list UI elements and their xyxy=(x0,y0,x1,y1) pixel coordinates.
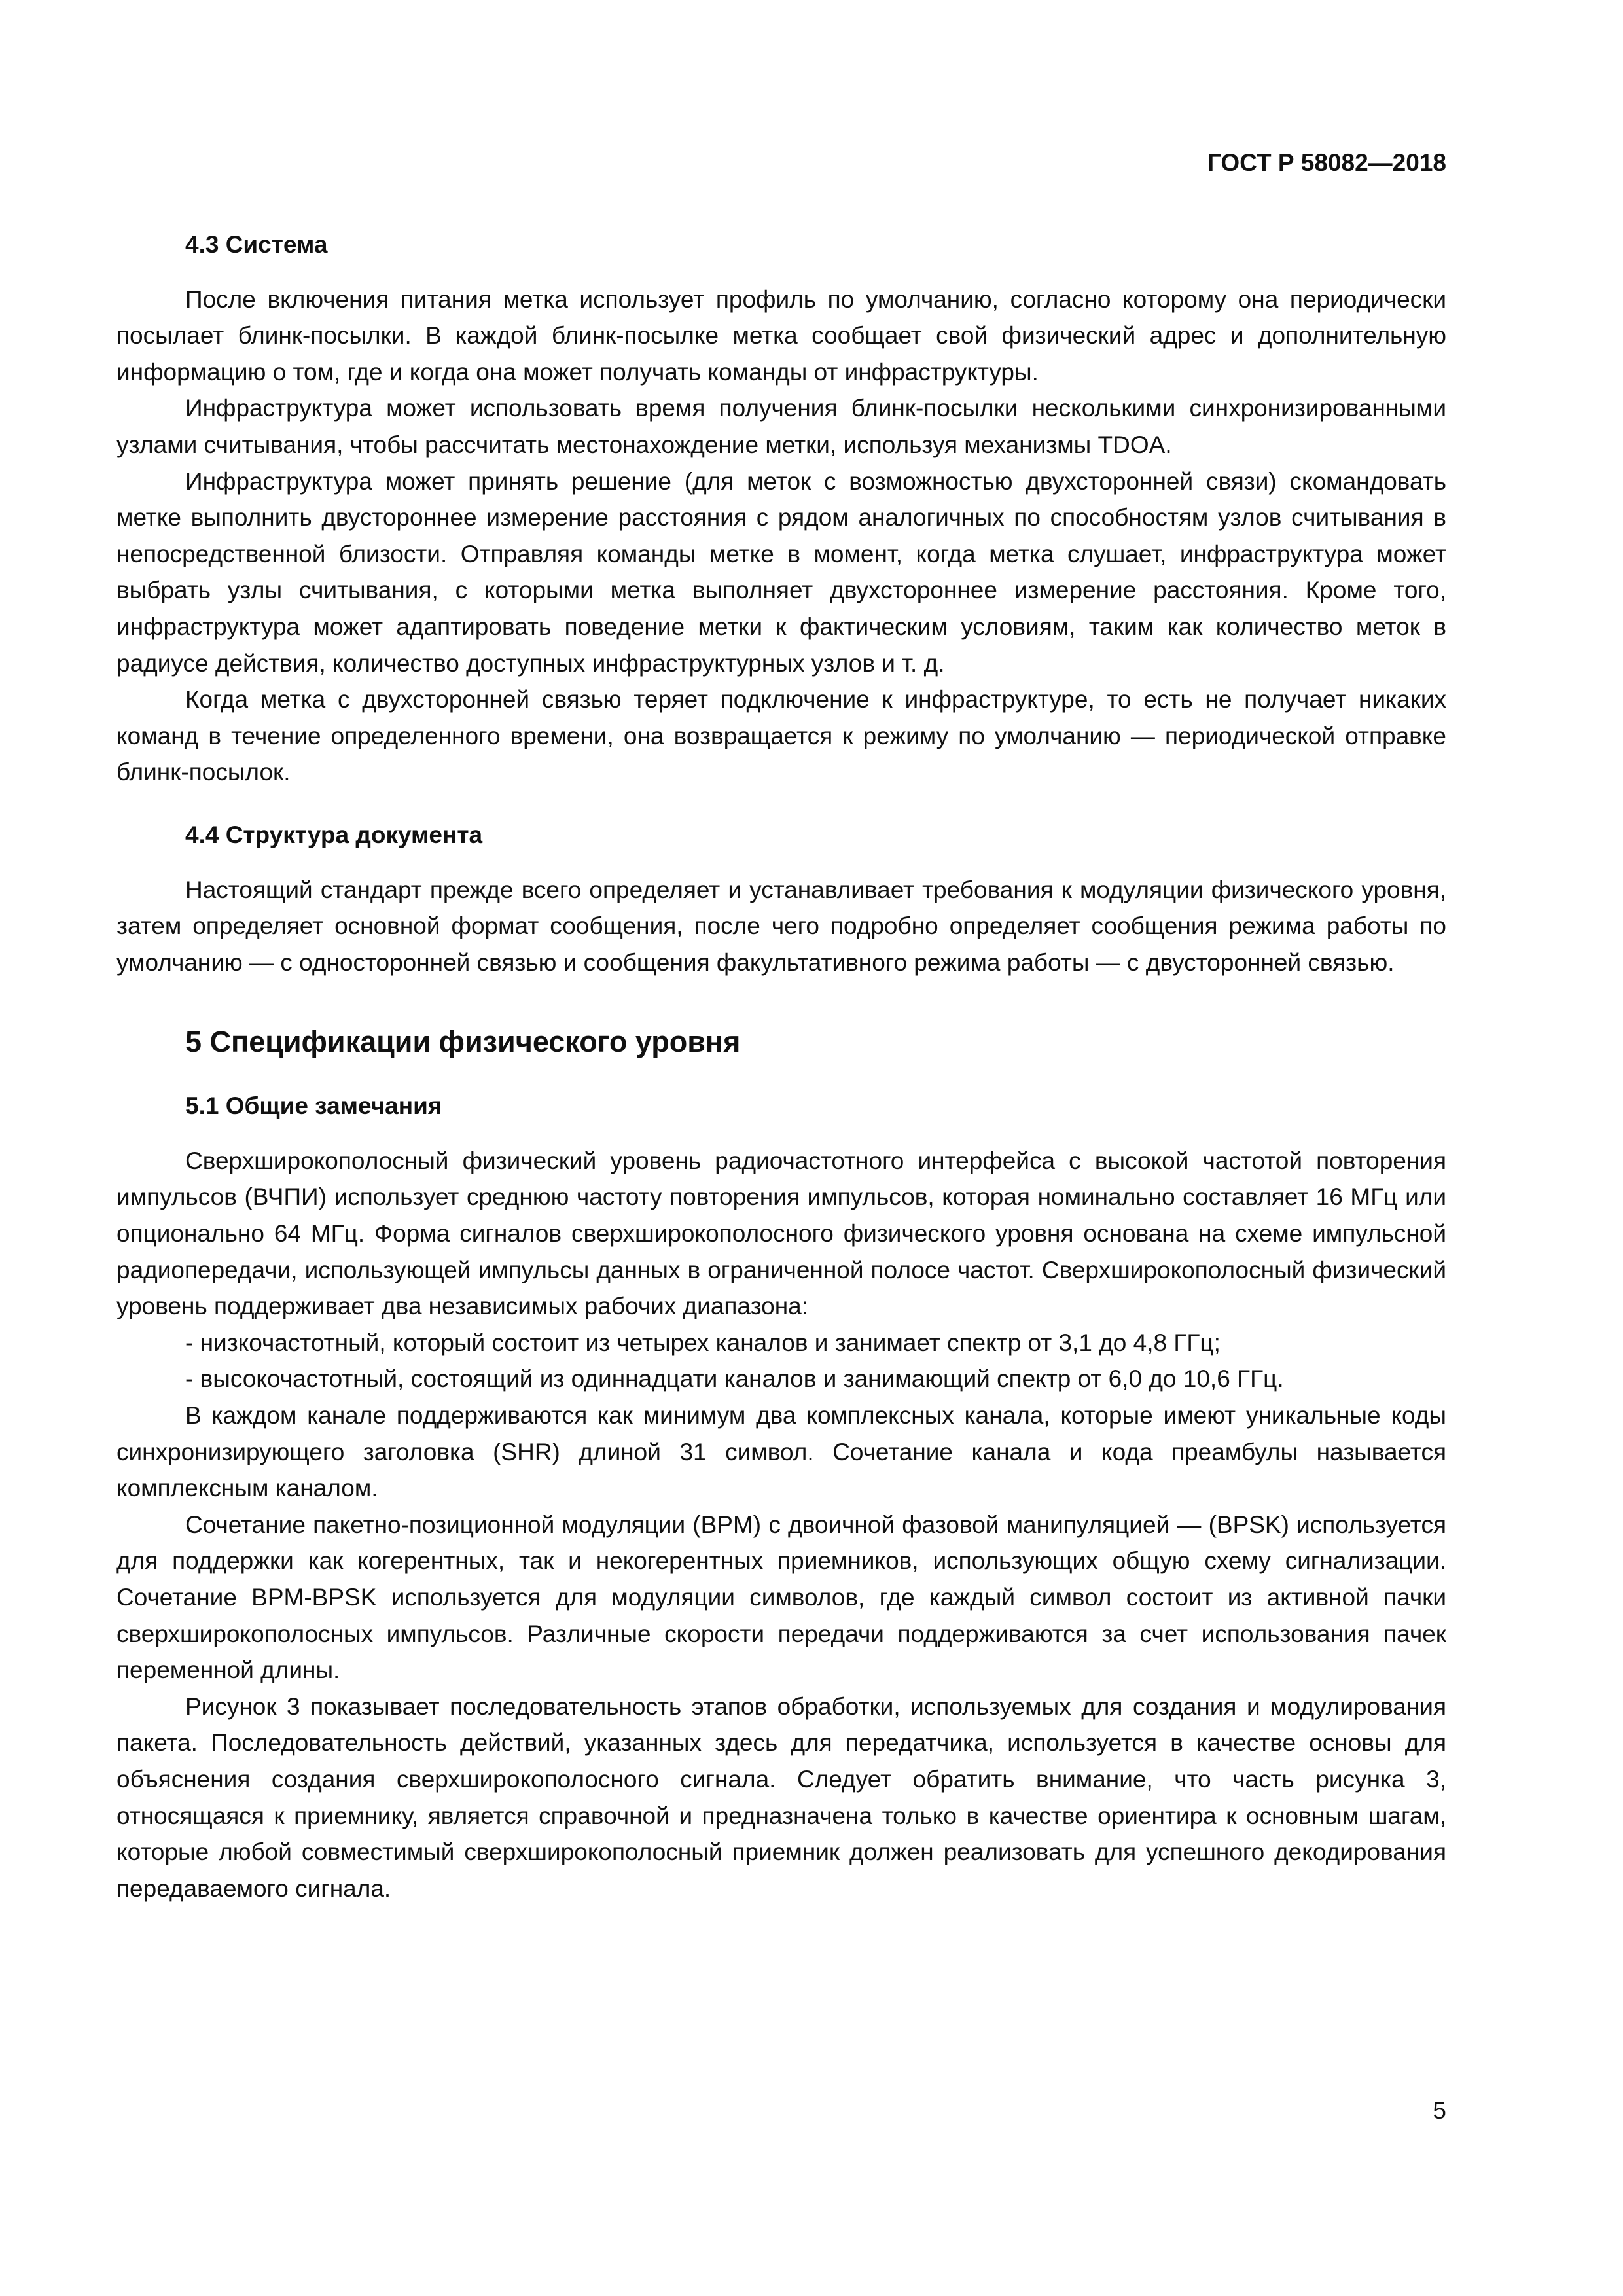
paragraph: Сверхширокополосный физический уровень радиочастотного интерфейса с высокой частотой повторения импульсов (ВЧПИ) использует среднюю частоту повторения импульсов, которая номинально составляет 16 МГц или опционально 64 МГц. Форма сигналов сверхширокополосного физического уровня основана на схеме импульсной радиопередачи, использующей импульсы данных в ограниченной полосе частот. Сверхширокополосный физический уровень поддерживает два независимых рабочих диапазона: xyxy=(116,1147,1446,1320)
list-item: - высокочастотный, состоящий из одиннадцати каналов и занимающий спектр от 6,0 до 10,6 ГГц. xyxy=(185,1365,1284,1393)
document-id-header: ГОСТ Р 58082—2018 xyxy=(1207,149,1446,176)
section-4-4-heading: 4.4 Структура документа xyxy=(185,821,483,848)
section-5-heading: 5 Спецификации физического уровня xyxy=(185,1025,741,1059)
section-5-1-heading: 5.1 Общие замечания xyxy=(185,1092,442,1120)
paragraph: Рисунок 3 показывает последовательность этапов обработки, используемых для создания и модулирования пакета. Последовательность действий, указанных здесь для передатчика, используется в качестве основы для объяснения создания сверхширокополосного сигнала. Следует обратить внимание, что часть рисунка 3, относящаяся к приемнику, является справочной и предназначена только в качестве ориентира к основным шагам, которые любой совместимый сверхширокополосный приемник должен реализовать для успешного декодирования передаваемого сигнала. xyxy=(116,1693,1446,1902)
paragraph: В каждом канале поддерживаются как минимум два комплексных канала, которые имеют уникальные коды синхронизирующего заголовка (SHR) длиной 31 символ. Сочетание канала и кода преамбулы называется комплексным каналом. xyxy=(116,1402,1446,1502)
paragraph: Настоящий стандарт прежде всего определяет и устанавливает требования к модуляции физического уровня, затем определяет основной формат сообщения, после чего подробно определяет сообщения режима работы по умолчанию — с односторонней связью и сообщения факультативного режима работы — с двусторонней связью. xyxy=(116,876,1446,976)
paragraph: Когда метка с двухсторонней связью теряет подключение к инфраструктуре, то есть не получает никаких команд в течение определенного времени, она возвращается к режиму по умолчанию — периодической отправке блинк-посылок. xyxy=(116,686,1446,786)
page-number: 5 xyxy=(1433,2097,1446,2124)
paragraph: Сочетание пакетно-позиционной модуляции (BPM) с двоичной фазовой манипуляцией — (BPSK) используется для поддержки как когерентных, так и некогерентных приемников, использующих общую схему сигнализации. Сочетание BPM-BPSK используется для модуляции символов, где каждый символ состоит из активной пачки сверхширокополосных импульсов. Различные скорости передачи поддерживаются за счет использования пачек переменной длины. xyxy=(116,1511,1446,1684)
list-item: - низкочастотный, который состоит из четырех каналов и занимает спектр от 3,1 до 4,8 ГГц; xyxy=(185,1329,1221,1356)
paragraph: После включения питания метка использует профиль по умолчанию, согласно которому она периодически посылает блинк-посылки. В каждой блинк-посылке метка сообщает свой физический адрес и дополнительную информацию о том, где и когда она может получать команды от инфраструктуры. xyxy=(116,285,1446,386)
paragraph: Инфраструктура может принять решение (для меток с возможностью двухсторонней связи) скомандовать метке выполнить двустороннее измерение расстояния с рядом аналогичных по способностям узлов считывания в непосредственной близости. Отправляя команды метке в момент, когда метка слушает, инфраструктура может выбрать узлы считывания, с которыми метка выполняет двухстороннее измерение расстояния. Кроме того, инфраструктура может адаптировать поведение метки к фактическим условиям, таким как количество меток в радиусе действия, количество доступных инфраструктурных узлов и т. д. xyxy=(116,467,1446,677)
document-body xyxy=(116,226,1446,1907)
section-4-3-heading: 4.3 Система xyxy=(185,231,328,258)
paragraph: Инфраструктура может использовать время получения блинк-посылки несколькими синхронизированными узлами считывания, чтобы рассчитать местонахождение метки, используя механизмы TDOA. xyxy=(116,395,1446,458)
